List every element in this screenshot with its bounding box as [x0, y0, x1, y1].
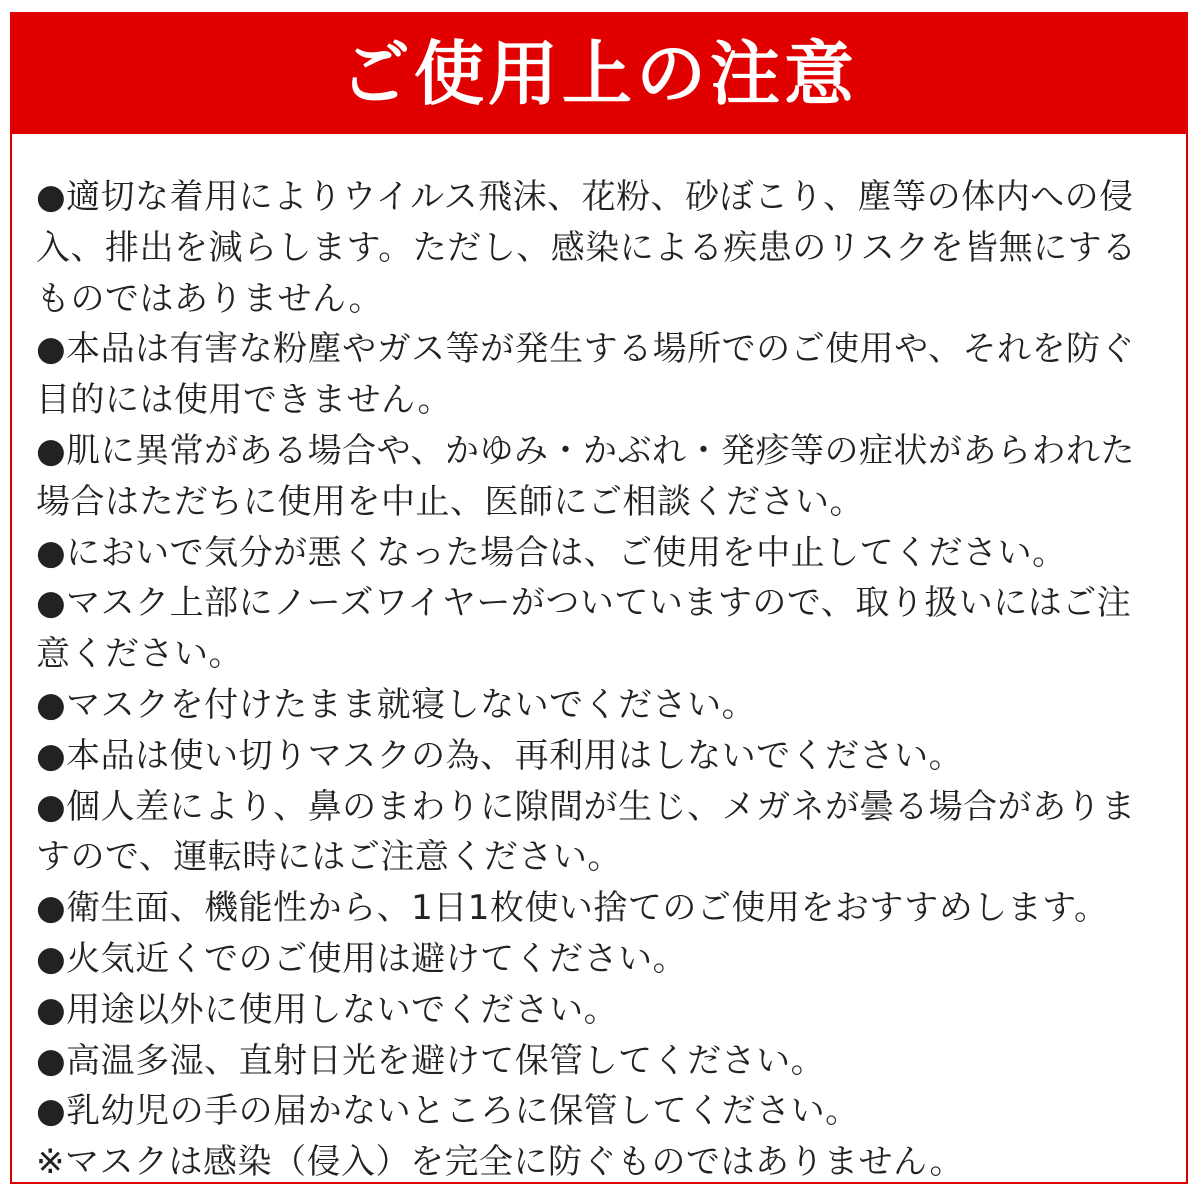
precaution-item: ●本品は使い切りマスクの為、再利用はしないでください。	[36, 735, 964, 776]
precaution-item: ●衛生面、機能性から、1日1枚使い捨てのご使用をおすすめします。	[36, 888, 1109, 929]
precaution-item: ●個人差により、鼻のまわりに隙間が生じ、メガネが曇る場合がありますので、運転時にはご注意ください。	[36, 786, 1136, 878]
notice-panel	[10, 12, 1188, 1184]
precaution-item: ●高温多湿、直射日光を避けて保管してください。	[36, 1040, 826, 1081]
precaution-item: ●乳幼児の手の届かないところに保管してください。	[36, 1091, 860, 1132]
precaution-item: ●マスクを付けたまま就寝しないでください。	[36, 684, 757, 725]
precaution-item: ●本品は有害な粉塵やガス等が発生する場所でのご使用や、それを防ぐ目的には使用できません。	[36, 329, 1135, 421]
header-banner	[12, 14, 1186, 134]
precaution-item: ●火気近くでのご使用は避けてください。	[36, 938, 688, 979]
precaution-item: ●適切な着用によりウイルス飛沫、花粉、砂ぼこり、塵等の体内への侵入、排出を減らします。ただし、感染による疾患のリスクを皆無にするものではありません。	[36, 177, 1137, 319]
precaution-item: ●用途以外に使用しないでください。	[36, 989, 619, 1030]
disclaimer-note: ※マスクは感染（侵入）を完全に防ぐものではありません。	[36, 1142, 965, 1183]
precaution-item: ●においで気分が悪くなった場合は、ご使用を中止してください。	[36, 532, 1067, 573]
precaution-item: ●マスク上部にノーズワイヤーがついていますので、取り扱いにはご注意ください。	[36, 583, 1132, 675]
precaution-item: ●肌に異常がある場合や、かゆみ・かぶれ・発疹等の症状があらわれた場合はただちに使用を中止、医師にご相談ください。	[36, 430, 1135, 522]
precautions-list	[36, 172, 1156, 1188]
page-title: ご使用上の注意	[340, 33, 858, 115]
